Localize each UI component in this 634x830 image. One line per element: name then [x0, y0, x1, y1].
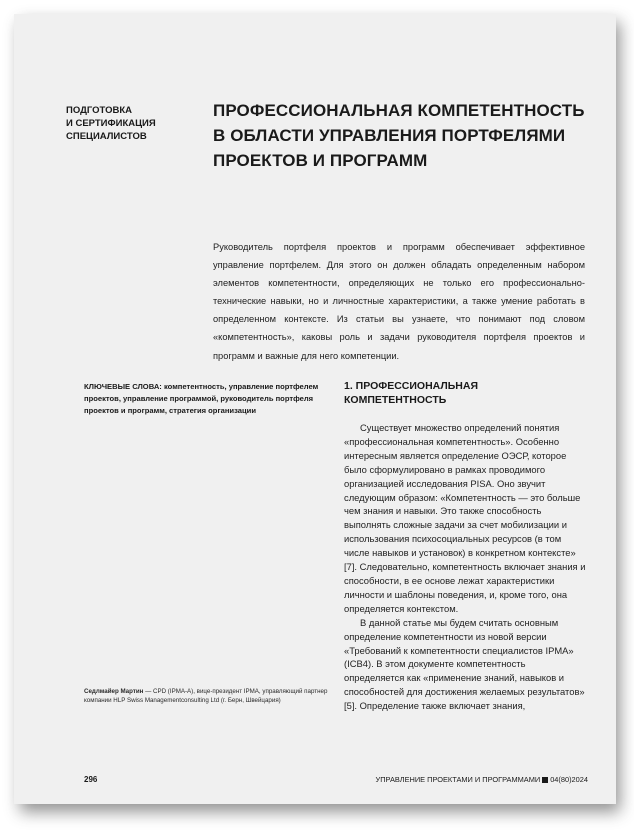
abstract-text: Руководитель портфеля проектов и программ обеспечивает эффективное управление портфелем. Для этого он должен обладать определенным набором элементов компетентности, определяющих не только его профессионально-технические навыки, но и личностные характеристики, а также умение работать в определенном контексте. Из статьи вы узнаете, что понимают под словом «компетентность», каковы роль и задачи руководителя портфеля проектов и программ и важные для него компетенции.	[213, 242, 585, 361]
page-number: 296	[84, 775, 98, 784]
keywords	[84, 381, 334, 416]
journal-name: УПРАВЛЕНИЕ ПРОЕКТАМИ И ПРОГРАММАМИ	[375, 775, 541, 784]
author-name: Седлмайер Мартин	[84, 688, 144, 695]
keywords-text: компетентность, управление портфелем проектов, управление программой, руководитель портфеля проектов и программ, стратегия организации	[84, 382, 319, 415]
body-paragraph: В данной статье мы будем считать основным определение компетентности из новой версии «Требований к компетентности специалистов IPMA» (ICB4). В этом документе компетентность определяется как «применение знаний, навыков и способностей для достижения желаемых результатов» [5]. Определение также включает знания,	[344, 616, 585, 712]
body-text	[344, 421, 588, 713]
author-note	[84, 687, 336, 705]
body-paragraph: Существует множество определений понятия «профессиональная компетентность». Особенно интересным является определение ОЭСР, которое было сформулировано в рамках проводимого организацией исследования PISA. Оно звучит следующим образом: «Компетентность — это больше чем знания и навыки. Это также способность выполнять сложные задачи за счет мобилизации и использования психосоциальных ресурсов (в том числе навыков и установок) в конкретном контексте» [7]. Следовательно, компетентность включает знания и способности, в ее основе лежат характеристики личности и шаблоны поведения, и, кроме того, она определяется контекстом.	[344, 422, 586, 614]
running-footer	[346, 775, 588, 784]
section-label: ПОДГОТОВКА И СЕРТИФИКАЦИЯ СПЕЦИАЛИСТОВ	[66, 105, 156, 142]
article-title: ПРОФЕССИОНАЛЬНАЯ КОМПЕТЕНТНОСТЬ В ОБЛАСТИ УПРАВЛЕНИЯ ПОРТФЕЛЯМИ ПРОЕКТОВ И ПРОГРАММ	[213, 101, 585, 170]
abstract	[213, 238, 585, 365]
author-info: — CPD (IPMA-A), вице-президент IPMA, управляющий партнер компании HLP Swiss Managementconsulting Ltd (г. Берн, Швейцария)	[84, 688, 328, 704]
section-heading: 1. ПРОФЕССИОНАЛЬНАЯ КОМПЕТЕНТНОСТЬ	[344, 380, 479, 406]
issue-number: 04(80)2024	[550, 775, 588, 784]
separator-square-icon	[542, 777, 548, 783]
keywords-label: КЛЮЧЕВЫЕ СЛОВА:	[84, 382, 162, 391]
